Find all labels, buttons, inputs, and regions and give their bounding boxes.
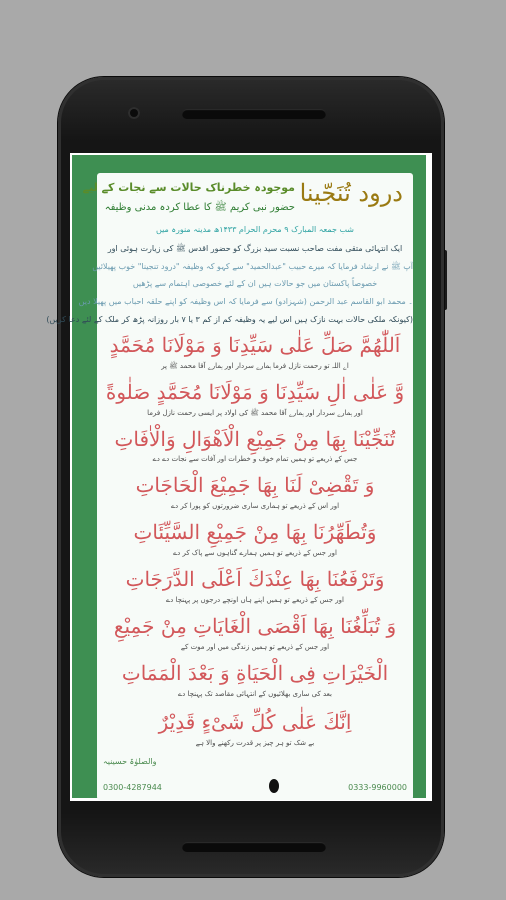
document-title: درود تُنَجّینا: [299, 179, 403, 207]
verse-translation: بعد کی ساری بھلائیوں کے انتہائی مقاصد تک پہنچا دے: [178, 690, 332, 698]
footer-phone-left: 0300-4287944: [103, 783, 162, 792]
verse-translation: اور ہمارے سردار اور ہمارے آقا محمد ﷺ کی اولاد پر ایسی رحمت نازل فرما: [147, 409, 363, 417]
verse-arabic: الْخَيْرَاتِ فِى الْحَيَاةِ وَ بَعْدَ الْمَمَاتِ: [121, 661, 389, 685]
verse-arabic: تُنَجِّيْنَا بِهَا مِنْ جَمِيْعِ الْاَهْوَالِ وَالْاٰفَاتِ: [114, 427, 396, 451]
touch-indicator-icon: [269, 779, 279, 793]
footer-phone-right: 0333-9960000: [348, 783, 407, 792]
front-camera-icon: [128, 107, 140, 119]
top-speaker: [182, 109, 326, 119]
app-screen[interactable]: [46, 153, 432, 801]
verse-translation: اور جس کے ذریعے تو ہمیں زندگی میں اور موت کے: [180, 643, 330, 651]
intro-line: ۔ محمد ابو القاسم عبد الرحمن (شہزادو) سے فرمایا کہ اس وظیفہ کو اپنے حلقہ احباب میں پھیلا دیں: [78, 297, 413, 306]
verse-arabic: اِنَّكَ عَلٰى كُلِّ شَىْءٍ قَدِيْرٌ: [158, 710, 352, 734]
verse-arabic: وَ تُبَلِّغُنَا بِهَا اَقْصَى الْغَايَاتِ مِنْ جَمِيْعِ: [113, 614, 397, 638]
document-page[interactable]: [46, 173, 413, 800]
intro-line: خصوصاً پاکستان میں جو حالات ہیں ان کے لئے خصوصی اہتمام سے پڑھیں: [132, 279, 378, 288]
header-line-2: حضور نبی کریم ﷺ کا عطا کردہ مدنی وظیفہ: [104, 202, 295, 213]
verse-arabic: وَّ عَلٰى اٰلِ سَيِّدِنَا وَ مَوْلَانَا مُحَمَّدٍ صَلٰوةً: [105, 380, 405, 404]
verse-translation: بے شک تو ہر چیز پر قدرت رکھنے والا ہے: [195, 739, 315, 747]
intro-line: ایک انتہائی متقی مفت صاحب نسبت سید بزرگ کو حضور اقدس ﷺ کی زیارت ہوئی اور: [107, 244, 403, 253]
verse-arabic: وَتَرْفَعُنَا بِهَا عِنْدَكَ اَعْلَى الدَّرَجَاتِ: [125, 567, 385, 591]
signature: والصلوٰۃ حسینیہ: [103, 757, 157, 766]
header-line-1: موجودہ خطرناک حالات سے نجات کے لیے: [82, 181, 295, 194]
verse-translation: جس کے ذریعے تو ہمیں تمام خوف و خطرات اور آفات سے نجات دے دے: [152, 455, 358, 463]
verse-arabic: وَ تَقْضِىْ لَنَا بِهَا جَمِيْعَ الْحَاجَاتِ: [135, 473, 375, 497]
intro-line: آپ ﷺ نے ارشاد فرمایا کہ میرے حبیب "عبدالحمید" سے کہو کہ وظیفہ "درود تنجینا" خوب پھیلائیں: [92, 262, 413, 271]
verse-translation: اے اللہ تو رحمت نازل فرما ہمارے سردار اور ہمارے آقا محمد ﷺ پر: [161, 362, 349, 370]
verse-translation: اور جس کے ذریعے تو ہمیں اپنے ہاں اونچے درجوں پر پہنچا دے: [166, 596, 344, 604]
verse-arabic: اَللّٰهُمَّ صَلِّ عَلٰى سَيِّدِنَا وَ مَوْلَانَا مُحَمَّدٍ: [109, 333, 401, 357]
intro-line: شب جمعہ المبارک ۹ محرم الحرام ۱۴۳۳ھ مدینہ منورہ میں: [155, 225, 354, 234]
verse-translation: اور جس کے ذریعے تو ہمیں ہمارے گناہوں سے پاک کر دے: [173, 549, 337, 557]
verse-arabic: وَتُطَهِّرُنَا بِهَا مِنْ جَمِيْعِ السَّيِّئَاتِ: [133, 520, 377, 544]
intro-line: (کیونکہ ملکی حالات بہت نازک ہیں اس لیے یہ وظیفہ کم از کم ۳ یا ۷ بار روزانہ پڑھ کر ملک کے لئے دعا کریں): [46, 315, 413, 324]
document-green-border: [46, 155, 426, 798]
bottom-speaker: [182, 842, 326, 852]
verse-translation: اور اس کے ذریعے تو ہماری ساری ضرورتوں کو پورا کر دے: [170, 502, 340, 510]
